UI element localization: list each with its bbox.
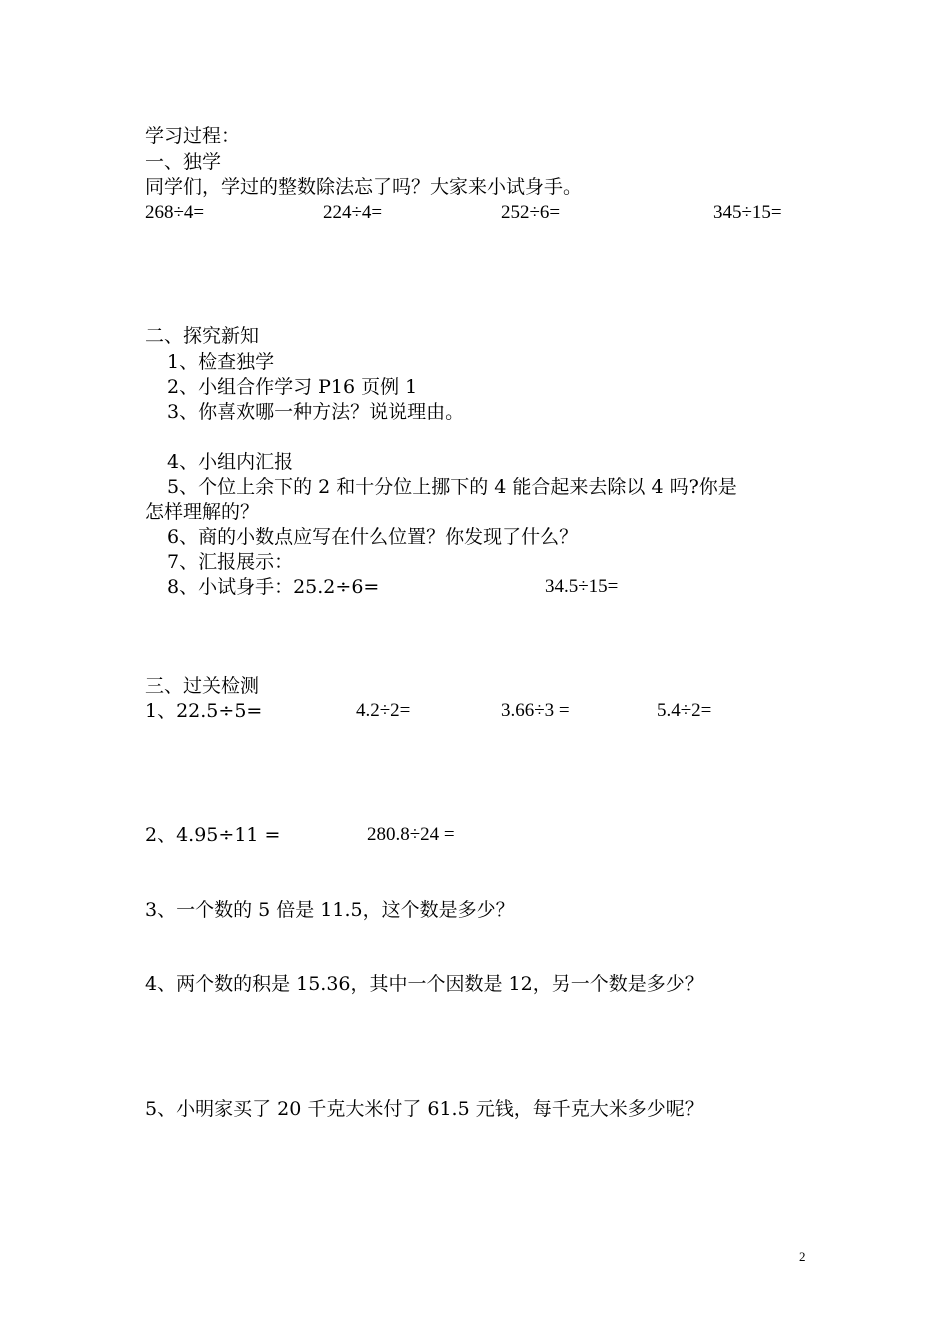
section2-item-1: 1、检查独学 [167,351,275,373]
question-3: 3、一个数的 5 倍是 11.5，这个数是多少？ [145,899,515,921]
q1-problem-1: 1、22.5÷5= [145,700,263,722]
q1-problem-4: 5.4÷2= [657,700,712,721]
section1-title: 一、独学 [145,151,222,173]
section2-item-2: 2、小组合作学习 P16 页例 1 [167,376,418,398]
section3-title: 三、过关检测 [145,675,260,697]
problem-1: 268÷4= [145,202,205,223]
question-5: 5、小明家买了 20 千克大米付了 61.5 元钱，每千克大米多少呢？ [145,1098,704,1120]
section2-item-8: 8、小试身手：25.2÷6= [167,576,380,598]
problem-2: 224÷4= [323,202,383,223]
problem-4: 345÷15= [713,202,782,223]
page-number: 2 [799,1249,806,1264]
q1-problem-3: 3.66÷3 = [501,700,570,721]
section1-intro: 同学们，学过的整数除法忘了吗？大家来小试身手。 [145,176,583,198]
section2-item-4: 4、小组内汇报 [167,451,294,473]
q2-problem-1: 2、4.95÷11 = [145,824,281,846]
section2-item-5: 5、个位上余下的 2 和十分位上挪下的 4 能合起来去除以 4 吗?你是 [167,476,737,498]
section2-title: 二、探究新知 [145,325,260,347]
q2-problem-2: 280.8÷24 = [367,824,455,845]
problem-3: 252÷6= [501,202,561,223]
q1-problem-2: 4.2÷2= [356,700,411,721]
section2-item-5-continued: 怎样理解的？ [145,501,260,523]
section2-item-3: 3、你喜欢哪一种方法？说说理由。 [167,401,465,423]
section2-item-6: 6、商的小数点应写在什么位置？你发现了什么？ [167,526,579,548]
section2-item-7: 7、汇报展示： [167,551,294,573]
header-title: 学习过程： [145,125,241,147]
question-4: 4、两个数的积是 15.36，其中一个因数是 12，另一个数是多少？ [145,973,704,995]
section2-item-8-problem-2: 34.5÷15= [545,576,619,597]
